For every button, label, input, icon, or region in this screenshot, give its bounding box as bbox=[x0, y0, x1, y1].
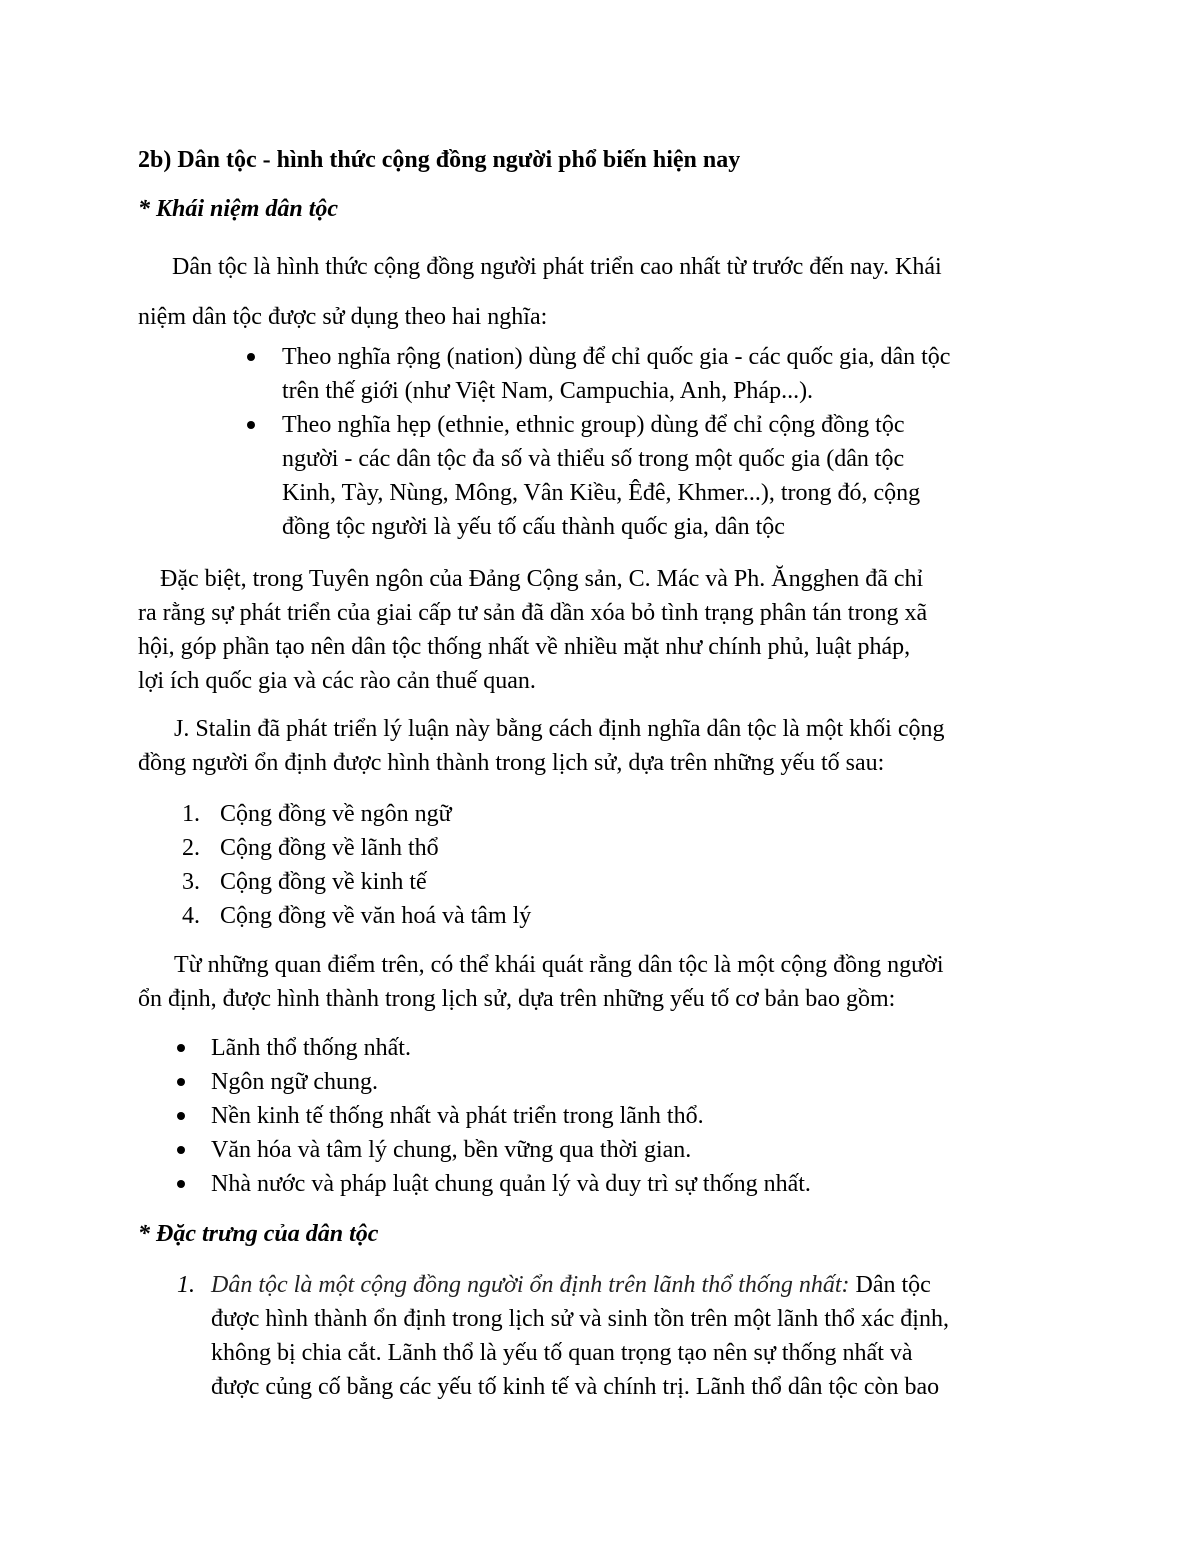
list-item-number: 3. bbox=[182, 869, 200, 895]
list-item: Ngôn ngữ chung. bbox=[211, 1069, 378, 1095]
section-title-concept: * Khái niệm dân tộc bbox=[138, 196, 339, 222]
intro-line-1: Dân tộc là hình thức cộng đồng người phát triển cao nhất từ trước đến nay. Khái bbox=[172, 254, 942, 280]
marx-paragraph: Đặc biệt, trong Tuyên ngôn của Đảng Cộng sản, C. Mác và Ph. Ăngghen đã chỉ ra rằng sự phát triển của giai cấp tư sản đã dần xóa bỏ tình trạng phân tán trong xã hội, góp phần tạo nên dân tộc thống nhất về nhiều mặt như chính phủ, luật pháp, lợi ích quốc gia và các rào cản thuế quan. bbox=[138, 566, 928, 694]
characteristic-item-1: Dân tộc là một cộng đồng người ổn định trên lãnh thổ thống nhất: Dân tộc được hình thành ổn định trong lịch sử và sinh tồn trên một lãnh thổ xác định, không bị chia cắt. Lãnh thổ là yếu tố quan trọng tạo nên sự thống nhất và được củng cố bằng các yếu tố kinh tế và chính trị. Lãnh thổ dân tộc còn bao bbox=[211, 1272, 949, 1400]
bullet-dot-icon bbox=[177, 1146, 185, 1154]
intro-line-2: niệm dân tộc được sử dụng theo hai nghĩa: bbox=[138, 304, 548, 330]
meaning-item-2: Theo nghĩa hẹp (ethnie, ethnic group) dùng để chỉ cộng đồng tộc người - các dân tộc đa số và thiểu số trong một quốc gia (dân tộc Kinh, Tày, Nùng, Mông, Vân Kiều, Êđê, Khmer...), trong đó, cộng đồng tộc người là yếu tố cấu thành quốc gia, dân tộc bbox=[282, 412, 921, 540]
list-item-number: 1. bbox=[182, 801, 200, 827]
bullet-dot-icon bbox=[247, 421, 255, 429]
list-item: Lãnh thổ thống nhất. bbox=[211, 1035, 411, 1061]
bullet-dot-icon bbox=[177, 1112, 185, 1120]
list-item: Cộng đồng về lãnh thổ bbox=[220, 835, 439, 861]
bullet-dot-icon bbox=[247, 353, 255, 361]
list-item-number: 1. bbox=[177, 1272, 195, 1298]
list-item: Cộng đồng về ngôn ngữ bbox=[220, 801, 452, 827]
intro-paragraph bbox=[138, 242, 1078, 342]
list-item: Nền kinh tế thống nhất và phát triển trong lãnh thổ. bbox=[211, 1103, 704, 1129]
list-item-number: 2. bbox=[182, 835, 200, 861]
meaning-item-1: Theo nghĩa rộng (nation) dùng để chỉ quốc gia - các quốc gia, dân tộc trên thế giới (như Việt Nam, Campuchia, Anh, Pháp...). bbox=[282, 344, 951, 404]
summary-paragraph: Từ những quan điểm trên, có thể khái quát rằng dân tộc là một cộng đồng người ổn định, được hình thành trong lịch sử, dựa trên những yếu tố cơ bản bao gồm: bbox=[138, 952, 944, 1012]
bullet-dot-icon bbox=[177, 1044, 185, 1052]
list-item: Cộng đồng về văn hoá và tâm lý bbox=[220, 903, 532, 929]
bullet-dot-icon bbox=[177, 1180, 185, 1188]
list-item-number: 4. bbox=[182, 903, 200, 929]
section-title-characteristics: * Đặc trưng của dân tộc bbox=[138, 1221, 379, 1247]
bullet-dot-icon bbox=[177, 1078, 185, 1086]
characteristic-lead: Dân tộc là một cộng đồng người ổn định trên lãnh thổ thống nhất: bbox=[211, 1272, 850, 1298]
stalin-paragraph: J. Stalin đã phát triển lý luận này bằng cách định nghĩa dân tộc là một khối cộng đồng người ổn định được hình thành trong lịch sử, dựa trên những yếu tố sau: bbox=[138, 716, 945, 776]
section-heading: 2b) Dân tộc - hình thức cộng đồng người phổ biến hiện nay bbox=[138, 147, 741, 173]
list-item: Nhà nước và pháp luật chung quản lý và duy trì sự thống nhất. bbox=[211, 1171, 811, 1197]
list-item: Cộng đồng về kinh tế bbox=[220, 869, 427, 895]
list-item: Văn hóa và tâm lý chung, bền vững qua thời gian. bbox=[211, 1137, 692, 1163]
